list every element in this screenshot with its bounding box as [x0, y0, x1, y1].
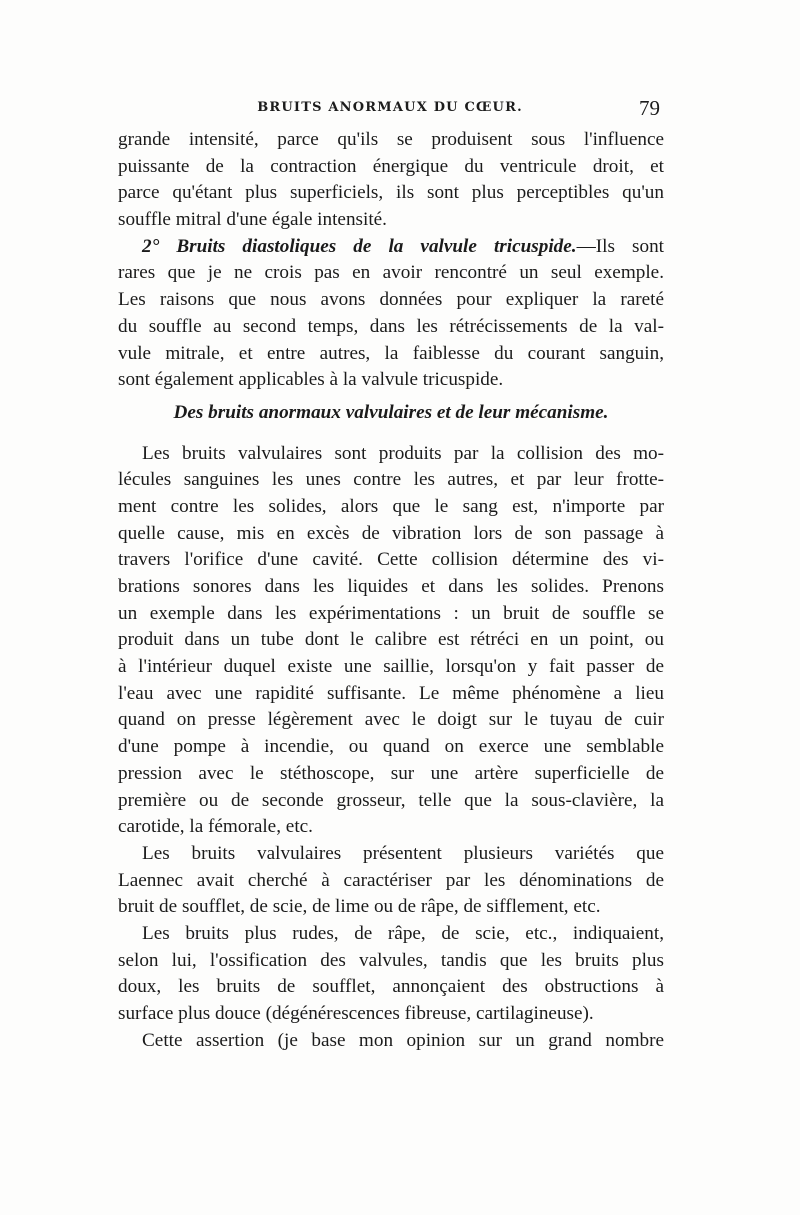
text-line: Les bruits valvulaires présentent plusieurs variétés que: [142, 842, 664, 864]
page-number: 79: [639, 96, 660, 120]
text-line: quand on presse légèrement avec le doigt sur le tuyau de cuir: [118, 709, 664, 731]
text-line: surface plus douce (dégénérescences fibreuse, cartilagineuse).: [118, 1003, 594, 1024]
text-line: l'eau avec une rapidité suffisante. Le même phénomène a lieu: [118, 682, 664, 704]
text-line: quelle cause, mis en excès de vibration lors de son passage à: [118, 522, 664, 544]
body-text: [118, 127, 664, 1054]
text-line: bruit de soufflet, de scie, de lime ou de râpe, de sifflement, etc.: [118, 896, 601, 918]
text-line: Les bruits plus rudes, de râpe, de scie, etc., indiquaient,: [142, 922, 664, 944]
text-line: rares que je ne crois pas en avoir rencontré un seul exemple.: [118, 262, 664, 284]
text-line: ment contre les solides, alors que le sang est, n'importe par: [118, 495, 664, 517]
text-line: du souffle au second temps, dans les rétrécissements de la val-: [118, 315, 664, 337]
text-line: doux, les bruits de soufflet, annonçaient des obstructions à: [118, 976, 664, 998]
text-line: Cette assertion (je base mon opinion sur un grand nombre: [142, 1029, 664, 1051]
text-line: Les bruits valvulaires sont produits par la collision des mo-: [142, 442, 664, 464]
text-line: vule mitrale, et entre autres, la faiblesse du courant sanguin,: [118, 342, 664, 364]
text-line: carotide, la fémorale, etc.: [118, 816, 313, 838]
text-line: parce qu'étant plus superficiels, ils sont plus perceptibles qu'un: [118, 182, 664, 204]
text-line: souffle mitral d'une égale intensité.: [118, 209, 387, 231]
text-line: travers l'orifice d'une cavité. Cette collision détermine des vi-: [118, 549, 664, 571]
text-line: d'une pompe à incendie, ou quand on exerce une semblable: [118, 736, 664, 758]
text-fragment: —Ils sont: [576, 235, 664, 257]
text-line: à l'intérieur duquel existe une saillie, lorsqu'on y fait passer de: [118, 656, 664, 678]
text-line: brations sonores dans les liquides et dans les solides. Prenons: [118, 576, 664, 597]
text-line: pression avec le stéthoscope, sur une artère superficielle de: [118, 762, 664, 784]
text-line: lécules sanguines les unes contre les autres, et par leur frotte-: [118, 469, 664, 491]
running-head: BRUITS ANORMAUX DU CŒUR.: [257, 100, 523, 115]
text-line: première ou de seconde grosseur, telle que la sous-clavière, la: [118, 789, 664, 811]
section-heading: Des bruits anormaux valvulaires et de leur mécanisme.: [173, 401, 609, 423]
text-line: grande intensité, parce qu'ils se produisent sous l'influence: [118, 129, 664, 150]
text-line: Laennec avait cherché à caractériser par les dénominations de: [118, 869, 664, 891]
text-line: un exemple dans les expérimentations : un bruit de souffle se: [118, 602, 664, 624]
text-line: sont également applicables à la valvule tricuspide.: [118, 369, 504, 391]
text-line: puissante de la contraction énergique du ventricule droit, et: [118, 155, 664, 177]
text-line: [118, 234, 664, 261]
text-line: Les raisons que nous avons données pour expliquer la rareté: [118, 289, 664, 311]
text-line: produit dans un tube dont le calibre est rétréci en un point, ou: [118, 629, 664, 651]
text-line: selon lui, l'ossification des valvules, tandis que les bruits plus: [118, 949, 664, 971]
section-title-tricuspid: 2° Bruits diastoliques de la valvule tricuspide.: [142, 235, 577, 257]
page-header: [120, 98, 660, 122]
